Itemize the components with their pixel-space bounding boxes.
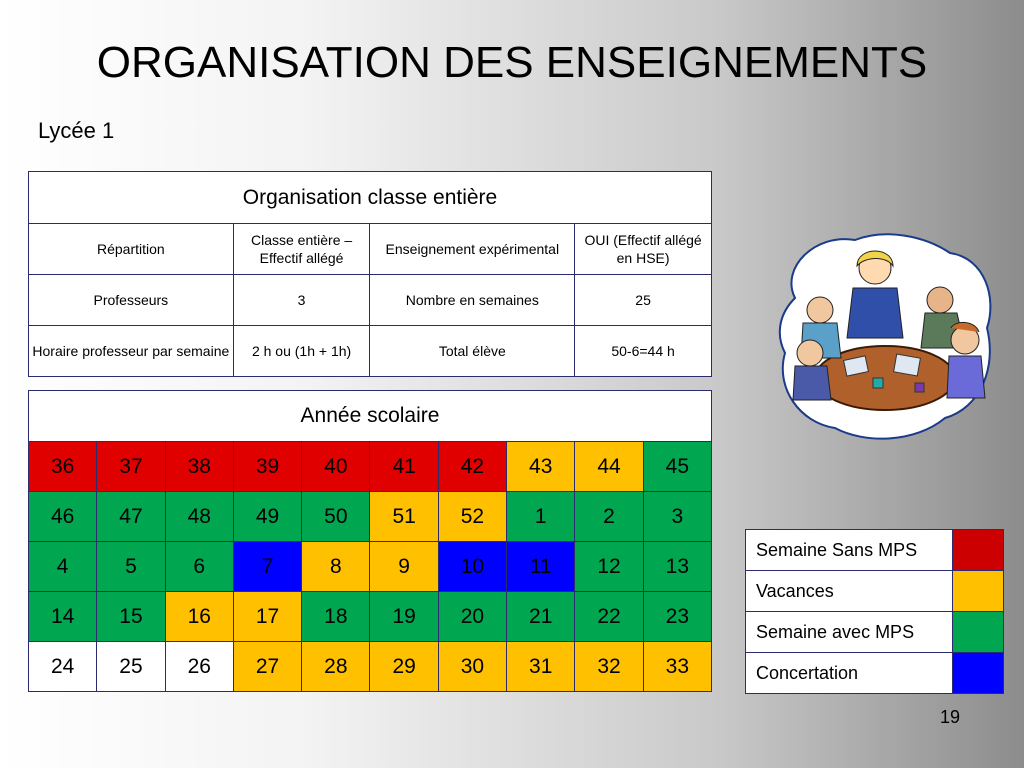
organisation-table-header: Organisation classe entière xyxy=(29,172,712,224)
table-cell: Horaire professeur par semaine xyxy=(29,326,234,377)
week-cell: 23 xyxy=(643,592,711,642)
week-cell: 43 xyxy=(507,442,575,492)
legend-swatch xyxy=(953,530,1004,571)
legend xyxy=(745,529,1004,694)
legend-item xyxy=(746,571,1004,612)
legend-label: Vacances xyxy=(746,571,953,612)
table-cell: Nombre en semaines xyxy=(370,275,575,326)
week-cell: 6 xyxy=(165,542,233,592)
week-cell: 40 xyxy=(302,442,370,492)
week-cell: 27 xyxy=(233,642,301,692)
week-cell: 44 xyxy=(575,442,643,492)
week-cell: 4 xyxy=(29,542,97,592)
legend-item xyxy=(746,612,1004,653)
week-cell: 11 xyxy=(507,542,575,592)
school-year-table xyxy=(28,390,712,692)
week-cell: 7 xyxy=(233,542,301,592)
week-cell: 2 xyxy=(575,492,643,542)
week-cell: 49 xyxy=(233,492,301,542)
legend-item xyxy=(746,653,1004,694)
week-cell: 24 xyxy=(29,642,97,692)
week-cell: 51 xyxy=(370,492,438,542)
week-cell: 3 xyxy=(643,492,711,542)
week-row xyxy=(29,442,712,492)
table-cell: 2 h ou (1h + 1h) xyxy=(233,326,370,377)
week-cell: 38 xyxy=(165,442,233,492)
week-row xyxy=(29,592,712,642)
legend-swatch xyxy=(953,612,1004,653)
week-cell: 16 xyxy=(165,592,233,642)
week-cell: 32 xyxy=(575,642,643,692)
table-cell: OUI (Effectif allégé en HSE) xyxy=(575,224,712,275)
week-cell: 39 xyxy=(233,442,301,492)
week-cell: 9 xyxy=(370,542,438,592)
table-cell: Classe entière – Effectif allégé xyxy=(233,224,370,275)
legend-swatch xyxy=(953,653,1004,694)
week-cell: 1 xyxy=(507,492,575,542)
week-cell: 41 xyxy=(370,442,438,492)
table-row xyxy=(29,275,712,326)
legend-label: Semaine avec MPS xyxy=(746,612,953,653)
meeting-clipart xyxy=(775,228,997,444)
legend-label: Concertation xyxy=(746,653,953,694)
table-cell: 25 xyxy=(575,275,712,326)
organisation-table xyxy=(28,171,712,377)
week-cell: 14 xyxy=(29,592,97,642)
week-cell: 12 xyxy=(575,542,643,592)
week-cell: 50 xyxy=(302,492,370,542)
week-cell: 20 xyxy=(438,592,506,642)
table-cell: Total élève xyxy=(370,326,575,377)
week-cell: 5 xyxy=(97,542,165,592)
table-cell: Enseignement expérimental xyxy=(370,224,575,275)
week-row xyxy=(29,642,712,692)
week-cell: 36 xyxy=(29,442,97,492)
legend-swatch xyxy=(953,571,1004,612)
week-cell: 33 xyxy=(643,642,711,692)
week-cell: 26 xyxy=(165,642,233,692)
week-cell: 52 xyxy=(438,492,506,542)
week-cell: 42 xyxy=(438,442,506,492)
week-cell: 45 xyxy=(643,442,711,492)
week-cell: 15 xyxy=(97,592,165,642)
week-cell: 48 xyxy=(165,492,233,542)
week-cell: 10 xyxy=(438,542,506,592)
week-cell: 46 xyxy=(29,492,97,542)
table-row xyxy=(29,326,712,377)
week-cell: 25 xyxy=(97,642,165,692)
week-cell: 17 xyxy=(233,592,301,642)
week-cell: 31 xyxy=(507,642,575,692)
subtitle: Lycée 1 xyxy=(38,118,115,143)
week-cell: 28 xyxy=(302,642,370,692)
school-year-table-header: Année scolaire xyxy=(29,391,712,442)
legend-label: Semaine Sans MPS xyxy=(746,530,953,571)
week-cell: 37 xyxy=(97,442,165,492)
week-row xyxy=(29,492,712,542)
week-cell: 8 xyxy=(302,542,370,592)
week-row xyxy=(29,542,712,592)
week-cell: 22 xyxy=(575,592,643,642)
table-cell: 3 xyxy=(233,275,370,326)
page-title: ORGANISATION DES ENSEIGNEMENTS xyxy=(96,38,928,87)
table-cell: 50-6=44 h xyxy=(575,326,712,377)
week-cell: 47 xyxy=(97,492,165,542)
table-cell: Répartition xyxy=(29,224,234,275)
page-number: 19 xyxy=(940,707,961,727)
table-row xyxy=(29,224,712,275)
week-cell: 19 xyxy=(370,592,438,642)
week-cell: 18 xyxy=(302,592,370,642)
table-cell: Professeurs xyxy=(29,275,234,326)
week-cell: 21 xyxy=(507,592,575,642)
week-cell: 29 xyxy=(370,642,438,692)
week-cell: 30 xyxy=(438,642,506,692)
week-cell: 13 xyxy=(643,542,711,592)
legend-item xyxy=(746,530,1004,571)
